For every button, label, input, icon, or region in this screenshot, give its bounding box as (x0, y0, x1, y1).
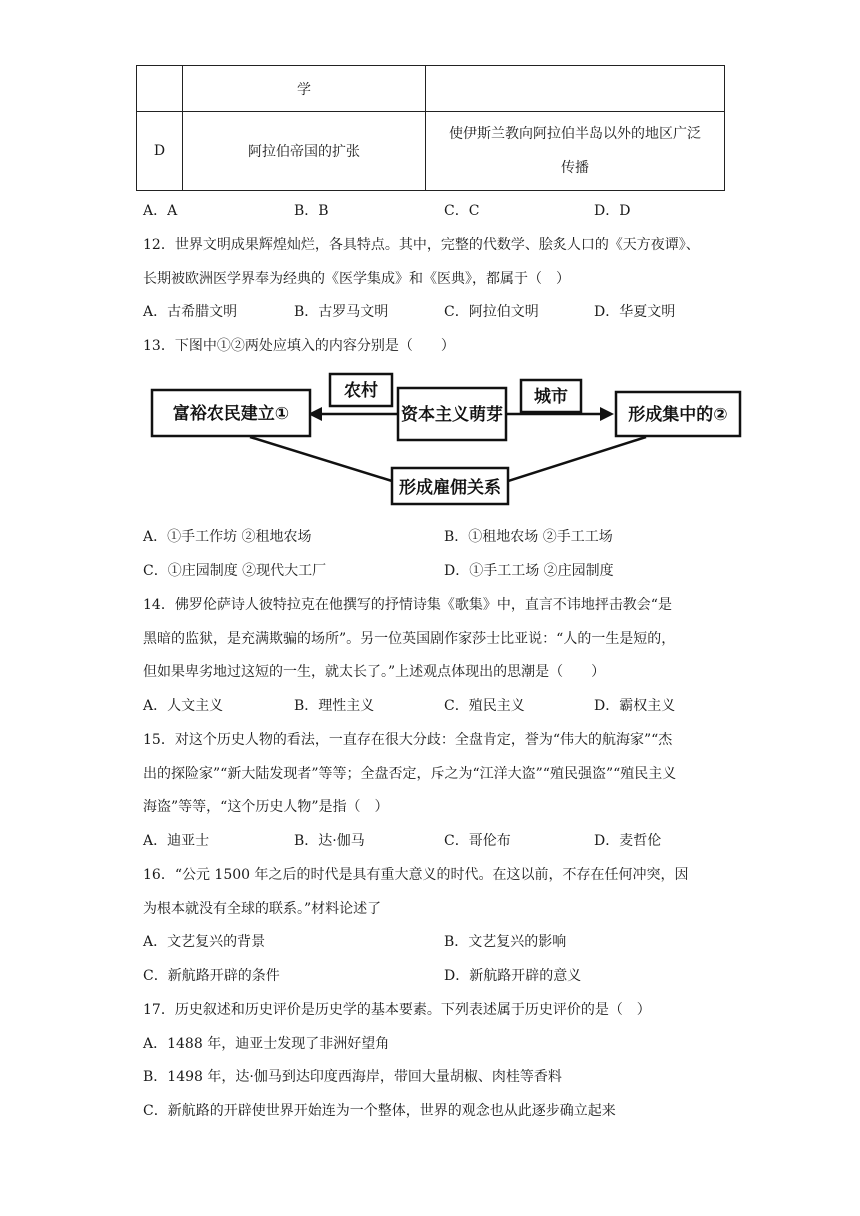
q12-stem-line: 长期被欧洲医学界奉为经典的《医学集成》和《医典》，都属于（ ） (143, 271, 570, 287)
q11-option-d: D．D (594, 203, 631, 219)
q11-option-b: B．B (294, 203, 329, 219)
q15-stem-line: 出的探险家”“新大陆发现者”等等；全盘否定，斥之为“江洋大盗”“殖民强盗”“殖民主义 (143, 766, 677, 782)
q13-stem: 13．下图中①②两处应填入的内容分别是（ ） (143, 338, 455, 354)
q12-stem-line: 12．世界文明成果辉煌灿烂，各具特点。其中，完整的代数学、脍炙人口的《天方夜谭》、 (143, 237, 700, 253)
table-cell-label: D (137, 112, 183, 191)
diagram-bottom-box-text: 形成雇佣关系 (399, 478, 501, 498)
q14-stem-line: 但如果卑劣地过这短的一生，就太长了。”上述观点体现出的思潮是（ ） (143, 664, 606, 680)
q14-option-b: B．理性主义 (294, 698, 375, 714)
q13-option-d: D．①手工工场 ②庄园制度 (444, 563, 614, 579)
diagram-connector-right (508, 437, 646, 481)
q14-option-a: A．人文主义 (143, 698, 224, 714)
q15-stem-line: 15．对这个历史人物的看法，一直存在很大分歧：全盘肯定，誉为“伟大的航海家”“杰 (143, 732, 673, 748)
q13-option-a: A．①手工作坊 ②租地农场 (143, 529, 312, 545)
table-cell: 学 (182, 66, 425, 112)
q14-stem-line: 14．佛罗伦萨诗人彼特拉克在他撰写的抒情诗集《歌集》中，直言不讳地抨击教会“是 (143, 597, 672, 613)
table-row (137, 112, 725, 191)
q16-stem-line: 为根本就没有全球的联系。”材料论述了 (143, 901, 382, 917)
q17-stem: 17．历史叙述和历史评价是历史学的基本要素。下列表述属于历史评价的是（ ） (143, 1002, 651, 1018)
q15-option-a: A．迪亚士 (143, 833, 210, 849)
q17-option-b: B．1498 年，达·伽马到达印度西海岸，带回大量胡椒、肉桂等香料 (143, 1069, 562, 1085)
arrow-head-right (600, 407, 614, 421)
q11-option-a: A．A (143, 203, 178, 219)
q15-option-b: B．达·伽马 (294, 833, 365, 849)
q17-option-a: A．1488 年，迪亚士发现了非洲好望角 (143, 1036, 390, 1052)
q13-option-b: B．①租地农场 ②手工工场 (444, 529, 613, 545)
table-cell-line: 使伊斯兰教向阿拉伯半岛以外的地区广泛 (449, 126, 702, 142)
table-cell-line: 传播 (561, 160, 590, 176)
q16-stem-line: 16．“公元 1500 年之后的时代是具有重大意义的时代。在这以前，不存在任何冲突，因 (143, 867, 689, 883)
q14-option-d: D．霸权主义 (594, 698, 676, 714)
q15-option-d: D．麦哲伦 (594, 833, 662, 849)
q17-option-c: C．新航路的开辟使世界开始连为一个整体，世界的观念也从此逐步确立起来 (143, 1103, 616, 1119)
q16-option-d: D．新航路开辟的意义 (444, 968, 582, 984)
q16-option-a: A．文艺复兴的背景 (143, 934, 266, 950)
q14-stem-line: 黑暗的监狱，是充满欺骗的场所”。另一位英国剧作家莎士比亚说：“人的一生是短的， (143, 631, 676, 647)
diagram-left-box-text: 富裕农民建立① (172, 404, 290, 424)
q16-option-c: C．新航路开辟的条件 (143, 968, 280, 984)
diagram-urban-label: 城市 (534, 387, 568, 407)
table-cell: 阿拉伯帝国的扩张 (182, 112, 425, 191)
q13-flow-diagram (150, 368, 742, 508)
q15-stem-line: 海盗”等等，“这个历史人物”是指（ ） (143, 799, 389, 815)
q16-option-b: B．文艺复兴的影响 (444, 934, 567, 950)
q12-option-c: C．阿拉伯文明 (444, 304, 539, 320)
q14-option-c: C．殖民主义 (444, 698, 525, 714)
diagram-right-box-text: 形成集中的② (628, 405, 728, 425)
q12-option-a: A．古希腊文明 (143, 304, 238, 320)
diagram-connector-left (250, 437, 392, 481)
q15-option-c: C．哥伦布 (444, 833, 511, 849)
diagram-rural-label: 农村 (344, 381, 378, 401)
table-cell (137, 66, 183, 112)
q12-option-d: D．华夏文明 (594, 304, 676, 320)
q13-option-c: C．①庄园制度 ②现代大工厂 (143, 563, 327, 579)
q12-option-b: B．古罗马文明 (294, 304, 389, 320)
diagram-center-box-text: 资本主义萌芽 (401, 405, 503, 425)
table-row (137, 66, 725, 112)
q11-option-c: C．C (444, 203, 480, 219)
table-cell (426, 112, 725, 191)
answer-table (136, 65, 725, 191)
table-cell (426, 66, 725, 112)
